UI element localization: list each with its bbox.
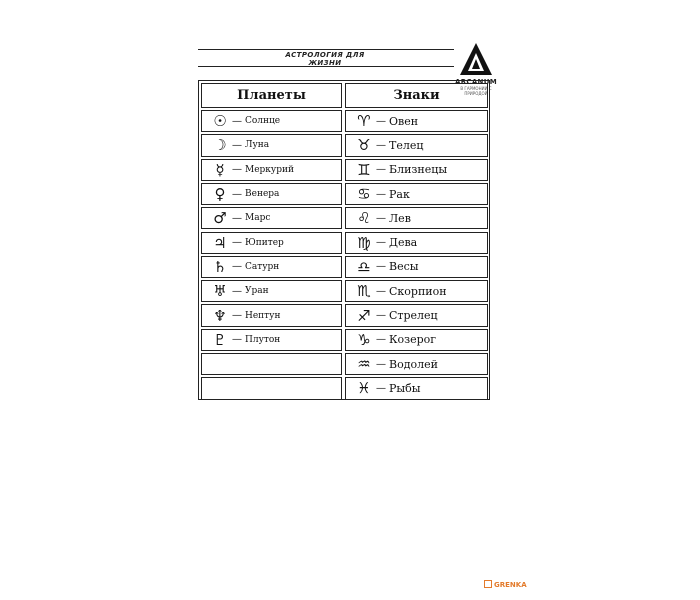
planet-name: Юпитер bbox=[245, 237, 284, 248]
table-row bbox=[201, 134, 342, 156]
table-row bbox=[201, 304, 342, 326]
sign-name: Овен bbox=[389, 114, 419, 128]
table-row bbox=[345, 232, 488, 254]
planet-name: Уран bbox=[245, 286, 269, 297]
dash: — bbox=[376, 115, 386, 127]
sign-symbol-icon: ♑ bbox=[357, 330, 371, 349]
planet-symbol-icon: ☽ bbox=[213, 136, 227, 155]
table-row bbox=[201, 256, 342, 278]
dash: — bbox=[232, 115, 242, 127]
table-row bbox=[201, 183, 342, 205]
planet-name: Нептун bbox=[245, 310, 281, 321]
table-row bbox=[345, 329, 488, 351]
dash: — bbox=[376, 310, 386, 322]
dash: — bbox=[376, 334, 386, 346]
running-header-title: АСТРОЛОГИЯ ДЛЯ ЖИЗНИ bbox=[285, 51, 365, 67]
table-row bbox=[201, 280, 342, 302]
table-row bbox=[345, 207, 488, 229]
dash: — bbox=[376, 164, 386, 176]
sign-name: Весы bbox=[389, 260, 419, 274]
sign-symbol-icon: ♋ bbox=[357, 185, 371, 204]
planet-symbol-icon: ♆ bbox=[213, 306, 227, 325]
table-row bbox=[345, 353, 488, 375]
logo-wordmark: ARCANUM bbox=[455, 78, 497, 86]
sign-name: Близнецы bbox=[389, 163, 448, 177]
planet-symbol-icon: ☉ bbox=[213, 112, 227, 131]
sign-name: Козерог bbox=[389, 333, 437, 347]
dash: — bbox=[376, 237, 386, 249]
table-row bbox=[345, 183, 488, 205]
table-row bbox=[201, 377, 342, 399]
planet-name: Сатурн bbox=[245, 261, 280, 272]
dash: — bbox=[376, 188, 386, 200]
dash: — bbox=[232, 188, 242, 200]
planet-name: Луна bbox=[245, 140, 270, 151]
planet-name: Солнце bbox=[245, 116, 281, 127]
sign-name: Рак bbox=[389, 187, 410, 201]
table-row bbox=[345, 304, 488, 326]
planet-symbol-icon: ♄ bbox=[213, 257, 227, 276]
dash: — bbox=[232, 261, 242, 273]
table-row bbox=[345, 377, 488, 399]
dash: — bbox=[376, 139, 386, 151]
planet-symbol-icon: ♅ bbox=[213, 282, 227, 301]
planet-name: Марс bbox=[245, 213, 271, 224]
sign-name: Стрелец bbox=[389, 309, 438, 323]
sign-name: Лев bbox=[389, 211, 411, 225]
dash: — bbox=[376, 212, 386, 224]
dash: — bbox=[376, 285, 386, 297]
symbols-table bbox=[198, 80, 490, 400]
planet-name: Венера bbox=[245, 189, 280, 200]
sign-symbol-icon: ♌ bbox=[357, 209, 371, 228]
table-row bbox=[201, 110, 342, 132]
sign-symbol-icon: ♎ bbox=[357, 257, 371, 276]
dash: — bbox=[376, 261, 386, 273]
sign-symbol-icon: ♐ bbox=[357, 306, 371, 325]
table-row bbox=[345, 110, 488, 132]
sign-name: Дева bbox=[389, 236, 418, 250]
dash: — bbox=[232, 139, 242, 151]
dash: — bbox=[232, 212, 242, 224]
planet-symbol-icon: ♇ bbox=[213, 330, 227, 349]
planet-symbol-icon: ♂ bbox=[213, 209, 227, 228]
watermark-box-icon bbox=[484, 580, 492, 588]
sign-symbol-icon: ♍ bbox=[357, 233, 371, 252]
sign-symbol-icon: ♈ bbox=[357, 112, 371, 131]
watermark: GRENKA bbox=[484, 580, 527, 589]
table-row bbox=[201, 353, 342, 375]
table-row bbox=[201, 159, 342, 181]
sign-symbol-icon: ♉ bbox=[357, 136, 371, 155]
logo-tagline: В ГАРМОНИИ С ПРИРОДОЙ bbox=[460, 86, 492, 96]
header-signs: Знаки bbox=[345, 83, 488, 108]
dash: — bbox=[232, 334, 242, 346]
planet-symbol-icon: ♃ bbox=[213, 233, 227, 252]
sign-symbol-icon: ♏ bbox=[357, 282, 371, 301]
dash: — bbox=[232, 237, 242, 249]
sign-name: Рыбы bbox=[389, 381, 421, 395]
table-row bbox=[201, 207, 342, 229]
planet-symbol-icon: ♀ bbox=[214, 185, 226, 204]
header-rule-top bbox=[198, 49, 454, 50]
table-row bbox=[201, 329, 342, 351]
dash: — bbox=[232, 310, 242, 322]
dash: — bbox=[376, 358, 386, 370]
planet-name: Меркурий bbox=[245, 164, 294, 175]
sign-symbol-icon: ♓ bbox=[357, 379, 371, 398]
arcanum-logo-icon bbox=[458, 41, 494, 77]
sign-name: Водолей bbox=[389, 357, 438, 371]
header-planets: Планеты bbox=[201, 83, 342, 108]
dash: — bbox=[232, 164, 242, 176]
planet-name: Плутон bbox=[245, 334, 281, 345]
sign-name: Телец bbox=[389, 138, 424, 152]
table-row bbox=[201, 232, 342, 254]
table-row bbox=[345, 256, 488, 278]
table-row bbox=[345, 159, 488, 181]
dash: — bbox=[376, 382, 386, 394]
table-row bbox=[345, 280, 488, 302]
sign-symbol-icon: ♊ bbox=[357, 160, 371, 179]
sign-symbol-icon: ♒ bbox=[357, 355, 371, 374]
sign-name: Скорпион bbox=[389, 284, 447, 298]
table-row bbox=[345, 134, 488, 156]
planet-symbol-icon: ☿ bbox=[215, 160, 225, 179]
dash: — bbox=[232, 285, 242, 297]
